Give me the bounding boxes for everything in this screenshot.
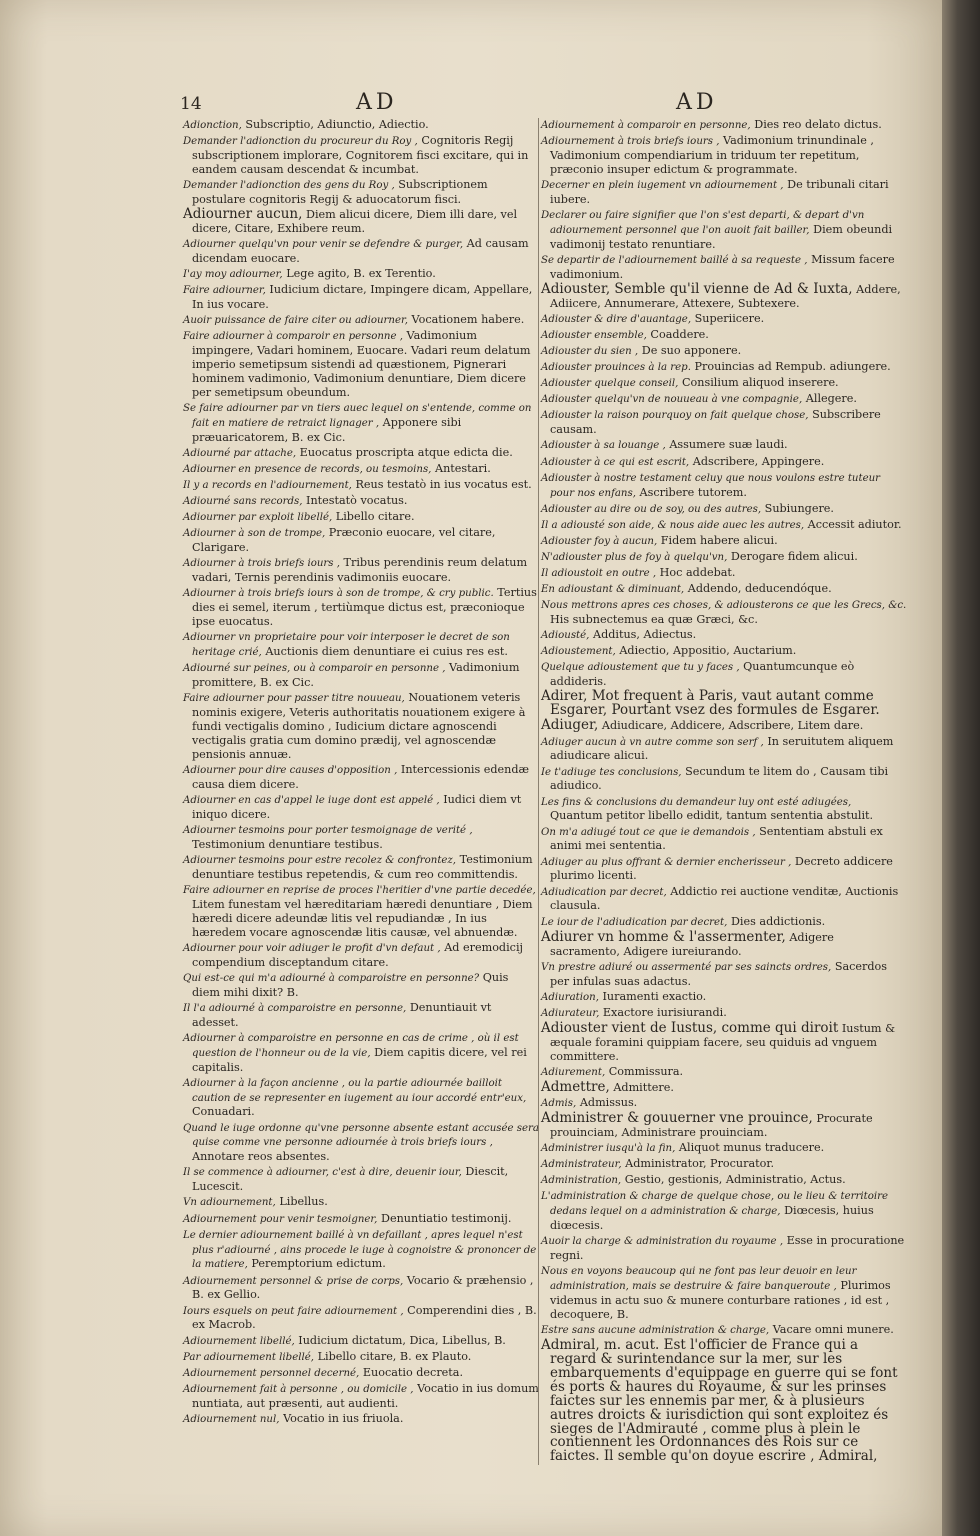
latin-translation: Iudicium dictare, Impingere dicam, Appellare, In ius vocare. bbox=[192, 283, 533, 311]
latin-translation: Derogare fidem alicui. bbox=[730, 549, 858, 563]
dictionary-entry bbox=[183, 823, 539, 852]
running-header-right: AD bbox=[676, 90, 718, 115]
latin-translation: De tribunali citari iubere. bbox=[550, 178, 889, 206]
dictionary-entry bbox=[541, 280, 907, 311]
latin-translation: Litem funestam vel hæreditariam hæredi denuntiare , Diem hæredi dicere adeundæ litis vel repudiandæ , In ius hæredem vocare agnoscendæ litis causæ, vel abnuendæ. bbox=[192, 897, 533, 939]
latin-translation: Diem obeundi vadimonij testato renuntiare. bbox=[550, 222, 893, 251]
latin-translation: Libello citare, B. ex Plauto. bbox=[317, 1349, 472, 1363]
french-term: Ie t'adiuge tes conclusions, bbox=[541, 766, 682, 778]
french-term: Administrateur, bbox=[541, 1159, 622, 1171]
french-term: Adiourner quelqu'vn pour venir se defendre & purger, bbox=[183, 239, 464, 250]
dictionary-entry bbox=[183, 208, 539, 236]
latin-translation: Quis diem mihi dixit? B. bbox=[192, 970, 509, 999]
dictionary-entry bbox=[541, 1173, 907, 1188]
french-term: Adiurement, bbox=[541, 1066, 606, 1078]
dictionary-entry bbox=[183, 630, 539, 660]
latin-translation: Iustum & æquale foramini quippiam facere, seu quiduis ad vnguem committere. bbox=[550, 1021, 896, 1063]
dictionary-entry bbox=[183, 1031, 539, 1075]
french-term: Adiuger au plus offrant & dernier encherisseur , bbox=[541, 856, 792, 868]
dictionary-entry bbox=[541, 392, 907, 407]
latin-translation: Præconio euocare, vel citare, Clarigare. bbox=[192, 526, 496, 555]
dictionary-entry bbox=[541, 915, 907, 930]
latin-translation: De suo apponere. bbox=[641, 344, 742, 358]
dictionary-entry bbox=[541, 134, 907, 177]
latin-translation: Denuntiauit vt adesset. bbox=[192, 1000, 492, 1029]
french-term: Faire adiourner, bbox=[183, 285, 266, 297]
dictionary-entry bbox=[541, 1065, 907, 1080]
dictionary-entry bbox=[183, 1382, 539, 1411]
dictionary-entry bbox=[183, 1195, 539, 1210]
latin-translation: Subiungere. bbox=[764, 501, 834, 515]
french-term: Demander l'adionction du procureur du Roy , bbox=[183, 136, 418, 148]
latin-translation: Ad causam dicendam euocare. bbox=[192, 237, 529, 265]
latin-translation: Intestatò vocatus. bbox=[306, 494, 408, 508]
latin-translation: Ascribere tutorem. bbox=[639, 485, 747, 499]
dictionary-entry bbox=[183, 1121, 539, 1165]
latin-translation: Addictio rei auctione venditæ, Auctionis clausula. bbox=[550, 884, 899, 913]
dictionary-entry bbox=[183, 401, 539, 445]
dictionary-entry bbox=[541, 253, 907, 282]
dictionary-entry bbox=[183, 691, 539, 762]
latin-translation: Quantumcunque eò addideris. bbox=[550, 660, 855, 689]
french-term: Admis, bbox=[541, 1097, 577, 1109]
french-term: Adiudication par decret, bbox=[541, 886, 667, 898]
latin-translation: Hoc addebat. bbox=[659, 566, 736, 580]
french-term: N'adiouster plus de foy à quelqu'vn, bbox=[541, 551, 728, 563]
dictionary-entry bbox=[541, 471, 907, 501]
left-column bbox=[183, 118, 539, 1428]
dictionary-entry bbox=[541, 566, 907, 581]
dictionary-entry bbox=[541, 990, 907, 1005]
french-term: Adiourner à trois briefs iours , bbox=[183, 558, 340, 570]
dictionary-entry bbox=[183, 329, 539, 400]
french-term: Adiourner par exploit libellé, bbox=[183, 512, 333, 524]
dictionary-entry bbox=[183, 586, 539, 629]
french-term: Adiouster du sien , bbox=[541, 346, 639, 358]
dictionary-entry bbox=[541, 1109, 907, 1140]
dictionary-entry bbox=[183, 510, 539, 525]
dictionary-entry bbox=[183, 661, 539, 690]
dictionary-entry bbox=[541, 312, 907, 327]
latin-translation: Comperendini dies , B. ex Macrob. bbox=[192, 1303, 537, 1332]
french-term: Adiourner à comparoistre en personne en cas de crime , où il est question de l'honneur ou de la vie, bbox=[183, 1032, 519, 1059]
french-term: Adiourner en cas d'appel le iuge dont est appelé , bbox=[183, 794, 440, 806]
dictionary-entry bbox=[183, 526, 539, 555]
dictionary-entry bbox=[183, 1212, 539, 1227]
french-term: Adiouster quelqu'vn de nouueau à vne compagnie, bbox=[541, 394, 803, 406]
latin-translation: Coaddere. bbox=[650, 328, 709, 341]
latin-translation: Adscribere, Appingere. bbox=[692, 454, 825, 468]
french-term: Se faire adiourner par vn tiers auec lequel on s'entende, comme on fait en matiere de retraict lignager , bbox=[183, 402, 532, 429]
page-number: 14 bbox=[180, 94, 202, 114]
french-term: On m'a adiugé tout ce que ie demandois , bbox=[541, 826, 756, 838]
dictionary-entry bbox=[183, 267, 539, 282]
latin-translation: Allegere. bbox=[805, 392, 857, 406]
french-term: Decerner en plein iugement vn adiournement , bbox=[541, 180, 784, 191]
dictionary-entry bbox=[183, 883, 539, 940]
french-term: Adiourner en presence de records, ou tesmoins, bbox=[183, 463, 432, 475]
latin-translation: Iudici diem vt iniquo dicere. bbox=[192, 792, 522, 821]
latin-translation: Iuramenti exactio. bbox=[602, 989, 707, 1003]
dictionary-entry bbox=[541, 1157, 907, 1172]
latin-translation: Auctionis diem denuntiare ei cuius res est. bbox=[265, 645, 508, 659]
latin-translation: Esse in procuratione regni. bbox=[550, 1234, 905, 1263]
latin-translation: Prouincias ad Rempub. adiungere. bbox=[694, 360, 891, 374]
latin-translation: Accessit adiutor. bbox=[807, 517, 902, 531]
latin-translation: Apponere sibi præuaricatorem, B. ex Cic. bbox=[192, 415, 462, 444]
latin-translation: Vacare omni munere. bbox=[772, 1322, 894, 1336]
latin-translation: Addendo, deducendóque. bbox=[687, 582, 832, 596]
dictionary-entry bbox=[183, 178, 539, 207]
dictionary-entry bbox=[541, 1264, 907, 1322]
latin-translation: Adigere sacramento, Adigere iureiurando. bbox=[550, 930, 834, 958]
latin-translation: Quantum petitor libello edidit, tantum sententia abstulit. bbox=[550, 809, 874, 823]
latin-translation: Libello citare. bbox=[335, 510, 415, 524]
french-term: Adiourner vn proprietaire pour voir interposer le decret de son heritage crié, bbox=[183, 632, 510, 659]
dictionary-entry bbox=[541, 1141, 907, 1156]
latin-translation: Vadimonium promittere, B. ex Cic. bbox=[192, 661, 520, 690]
latin-translation: Denuntiatio testimonij. bbox=[380, 1211, 512, 1225]
french-term: Nous en voyons beaucoup qui ne font pas leur deuoir en leur administration, mais se destruire & faire banqueroute , bbox=[541, 1266, 857, 1293]
latin-translation: Subscriptio, Adiunctio, Adiectio. bbox=[245, 118, 429, 131]
dictionary-entry bbox=[183, 446, 539, 461]
french-term: Auoir la charge & administration du royaume , bbox=[541, 1236, 784, 1248]
dictionary-entry bbox=[541, 344, 907, 359]
french-term: Iours esquels on peut faire adiournement , bbox=[183, 1305, 404, 1317]
dictionary-entry bbox=[183, 1165, 539, 1194]
latin-translation: Intercessionis edendæ causa diem dicere. bbox=[192, 762, 530, 791]
latin-translation: Sententiam abstuli ex animi mei sententia. bbox=[550, 824, 883, 853]
latin-translation: Admittere. bbox=[613, 1080, 674, 1094]
latin-translation: Adiudicare, Addicere, Adscribere, Litem dare. bbox=[601, 719, 864, 733]
latin-translation: Vadimonium trinundinale , Vadimonium compendiarium in triduum ter repetitum, præconio insuper edictum & programmate. bbox=[550, 134, 874, 176]
french-term: Adiouster quelque conseil, bbox=[541, 378, 679, 390]
dictionary-entry bbox=[541, 208, 907, 252]
french-term: Adiourner pour voir adiuger le profit d'vn defaut , bbox=[183, 942, 441, 954]
french-term: Adiourner à trois briefs iours à son de trompe, & cry public. bbox=[183, 588, 494, 600]
page-edge bbox=[942, 0, 980, 1536]
latin-translation: Cognitoris Regij subscriptionem implorare, Cognitorem fisci excitare, qui in eandem causam descendat & incumbat. bbox=[192, 134, 529, 176]
french-term: Les fins & conclusions du demandeur luy ont esté adiugées, bbox=[541, 796, 852, 808]
dictionary-entry bbox=[541, 735, 907, 764]
dictionary-entry bbox=[541, 118, 907, 133]
dictionary-entry bbox=[541, 1006, 907, 1021]
french-term: Adirer, Mot frequent à Paris, vaut autant comme Esgarer, Pourtant vsez des formules de Esgarer. bbox=[541, 688, 880, 719]
dictionary-entry bbox=[541, 628, 907, 643]
french-term: Adiourner tesmoins pour porter tesmoignage de verité , bbox=[183, 824, 473, 836]
latin-translation: Reus testatò in ius vocatus est. bbox=[355, 478, 532, 491]
latin-translation: Euocatio decreta. bbox=[362, 1365, 464, 1379]
dictionary-entry bbox=[541, 455, 907, 470]
french-term: Demander l'adionction des gens du Roy , bbox=[183, 180, 395, 191]
dictionary-entry bbox=[183, 971, 539, 1000]
french-term: Faire adiourner à comparoir en personne , bbox=[183, 331, 403, 343]
dictionary-entry bbox=[183, 494, 539, 509]
french-term: Faire adiourner en reprise de proces l'heritier d'vne partie decedée, bbox=[183, 884, 536, 896]
french-term: Le dernier adiournement baillé à vn defaillant , apres lequel n'est plus r'adiourné , ains procede le iuge à cognoistre & prononcer de la matiere, bbox=[183, 1229, 537, 1271]
french-term: Il adioustoit en outre , bbox=[541, 568, 657, 580]
french-term: Adiurer vn homme & l'assermenter, bbox=[541, 928, 786, 945]
dictionary-entry bbox=[541, 598, 907, 627]
dictionary-entry bbox=[183, 1350, 539, 1365]
latin-translation: Additus, Adiectus. bbox=[592, 628, 697, 642]
french-term: Adiuger aucun à vn autre comme son serf , bbox=[541, 736, 764, 748]
latin-translation: Adiectio, Appositio, Auctarium. bbox=[619, 644, 797, 658]
french-term: Le iour de l'adiudication par decret, bbox=[541, 916, 728, 928]
dictionary-entry bbox=[541, 885, 907, 914]
french-term: Admettre, bbox=[541, 1078, 610, 1095]
french-term: En adioustant & diminuant, bbox=[541, 584, 685, 596]
dictionary-entry bbox=[541, 328, 907, 343]
french-term: Adiourner aucun, bbox=[183, 206, 303, 222]
french-term: Adiouster au dire ou de soy, ou des autres, bbox=[541, 503, 762, 515]
dictionary-entry bbox=[541, 408, 907, 437]
latin-translation: Procurate prouinciam, Administrare prouinciam. bbox=[550, 1111, 873, 1139]
french-term: L'administration & charge de quelque chose, ou le lieu & territoire dedans lequel on a administration & charge, bbox=[541, 1191, 889, 1218]
french-term: Adiourner à son de trompe, bbox=[183, 528, 326, 540]
dictionary-entry bbox=[183, 118, 539, 133]
french-term: Adiourner pour dire causes d'opposition , bbox=[183, 764, 398, 776]
latin-translation: His subnectemus ea quæ Græci, &c. bbox=[550, 613, 758, 627]
dictionary-entry bbox=[183, 462, 539, 477]
french-term: Adiouster vient de Iustus, comme qui diroit bbox=[541, 1019, 839, 1036]
dictionary-entry bbox=[541, 1078, 907, 1095]
dictionary-entry bbox=[183, 1412, 539, 1427]
latin-translation: Gestio, gestionis, Administratio, Actus. bbox=[624, 1173, 846, 1187]
latin-translation: Dies reo delato dictus. bbox=[754, 118, 882, 131]
french-term: Adiournement pour venir tesmoigner, bbox=[183, 1213, 378, 1225]
latin-translation: Diem capitis dicere, vel rei capitalis. bbox=[192, 1045, 527, 1074]
latin-translation: Diem alicui dicere, Diem illi dare, vel dicere, Citare, Exhibere reum. bbox=[192, 208, 518, 235]
french-term: Adiournement à comparoir en personne, bbox=[541, 120, 751, 131]
french-term: Adiourné sur peines, ou à comparoir en personne , bbox=[183, 663, 446, 675]
french-term: Adiouster & dire d'auantage, bbox=[541, 313, 692, 325]
dictionary-entry bbox=[183, 134, 539, 177]
french-term: Vn prestre adiuré ou assermenté par ses saincts ordres, bbox=[541, 961, 832, 973]
french-term: Adioustement, bbox=[541, 646, 616, 658]
french-term: Adiouster à nostre testament celuy que nous voulons estre tuteur pour nos enfans, bbox=[541, 472, 881, 499]
latin-translation: Tertius dies ei semel, iterum , tertiùmque dictus est, præconioque ipse euocatus. bbox=[192, 586, 537, 629]
dictionary-entry bbox=[183, 1001, 539, 1030]
french-term: Administrer & gouuerner vne prouince, bbox=[541, 1109, 813, 1126]
latin-translation: Commissura. bbox=[608, 1064, 684, 1078]
dictionary-entry bbox=[183, 793, 539, 822]
latin-translation: Dies addictionis. bbox=[730, 914, 826, 928]
french-term: Adiurateur, bbox=[541, 1007, 600, 1019]
french-term: Vn adiournement, bbox=[183, 1197, 276, 1209]
french-term: Adiourné par attache, bbox=[183, 447, 297, 459]
french-term: Adiourner à la façon ancienne , ou la partie adiournée bailloit caution de se representer en iugement au iour accordé entr'eux, bbox=[183, 1077, 527, 1104]
latin-translation: Euocatus proscripta atque edicta die. bbox=[299, 445, 513, 459]
latin-translation: Vadimonium impingere, Vadari hominem, Euocare. Vadari reum delatum imperio semetipsum sistendi ad quæstionem, Pignerari hominem vadimonio, Vadimonium denuntiare, Diem dicere per semetipsum obeundum. bbox=[192, 329, 531, 399]
latin-translation: Vocatio in ius friuola. bbox=[283, 1411, 404, 1425]
french-term: Adiouster ensemble, bbox=[541, 330, 647, 341]
french-term: Administration, bbox=[541, 1175, 622, 1187]
dictionary-entry bbox=[541, 719, 907, 733]
dictionary-entry bbox=[183, 1304, 539, 1333]
french-term: Adiournement personnel decerné, bbox=[183, 1367, 360, 1379]
dictionary-entry bbox=[541, 855, 907, 884]
french-term: Admiral, m. acut. Est l'officier de France qui a regard & surintendance sur la mer, sur les embarquements d'equippage en guerre qui se font és ports & haures du Royaume, & sur les prinses faictes sur les ennemis par mer, & à plusieurs autres droicts & iurisdiction qui sont exploitez és sieges de l'Admirauté , comme plus à plein le contiennent les Ordonnances des Rois sur ce faictes. Il semble qu'on doyue escrire , Admiral, bbox=[541, 1337, 898, 1465]
latin-translation: Vocario & præhensio , B. ex Gellio. bbox=[192, 1273, 534, 1302]
french-term: Administrer iusqu'à la fin, bbox=[541, 1142, 676, 1154]
latin-translation: Vocationem habere. bbox=[411, 313, 525, 327]
dictionary-entry bbox=[541, 550, 907, 565]
french-term: Adiournement fait à personne , ou domicile , bbox=[183, 1383, 414, 1395]
right-column bbox=[538, 118, 907, 1465]
dictionary-entry bbox=[183, 237, 539, 266]
dictionary-entry bbox=[541, 178, 907, 207]
latin-translation: Tribus perendinis reum delatum vadari, Ternis perendinis vadimoniis euocare. bbox=[192, 556, 528, 585]
latin-translation: Peremptorium edictum. bbox=[251, 1257, 386, 1271]
dictionary-entry bbox=[541, 644, 907, 659]
french-term: Il y a records en l'adiournement, bbox=[183, 480, 352, 491]
dictionary-entry bbox=[183, 763, 539, 792]
dictionary-entry bbox=[541, 660, 907, 689]
french-term: Nous mettrons apres ces choses, & adiousterons ce que les Grecs, &c. bbox=[541, 600, 907, 612]
dictionary-entry bbox=[541, 376, 907, 391]
french-term: Declarer ou faire signifier que l'on s'est departi, & depart d'vn adiournement personnel que l'on auoit fait bailler, bbox=[541, 210, 865, 236]
dictionary-entry bbox=[541, 1234, 907, 1263]
dictionary-entry bbox=[183, 1228, 539, 1273]
french-term: Se departir de l'adiournement baillé à sa requeste , bbox=[541, 254, 808, 266]
latin-translation: Diœcesis, huius diœcesis. bbox=[550, 1204, 874, 1233]
french-term: Adiourner tesmoins pour estre recolez & confrontez, bbox=[183, 854, 457, 866]
french-term: Adiouster foy à aucun, bbox=[541, 535, 658, 547]
latin-translation: Sacerdos per infulas suas adactus. bbox=[550, 959, 888, 988]
dictionary-entry bbox=[183, 941, 539, 970]
latin-translation: Lege agito, B. ex Terentio. bbox=[286, 267, 436, 280]
latin-translation: Consilium aliquod inserere. bbox=[681, 376, 839, 390]
dictionary-entry bbox=[183, 313, 539, 328]
latin-translation: In seruitutem aliquem adiudicare alicui. bbox=[550, 734, 894, 763]
latin-translation: Superiicere. bbox=[694, 311, 765, 325]
dictionary-entry bbox=[541, 960, 907, 989]
dictionary-entry bbox=[541, 825, 907, 854]
french-term: Adiourné sans records, bbox=[183, 496, 303, 508]
dictionary-entry bbox=[541, 1096, 907, 1111]
french-term: Adiouster la raison pourquoy on fait quelque chose, bbox=[541, 410, 809, 422]
dictionary-entry bbox=[541, 502, 907, 517]
dictionary-entry bbox=[541, 438, 907, 453]
latin-translation: Addere, Adiicere, Annumerare, Attexere, Subtexere. bbox=[550, 282, 901, 310]
latin-translation: Vocatio in ius domum nuntiata, aut præsenti, aut audienti. bbox=[192, 1381, 539, 1410]
french-term: Il a adiousté son aide, & nous aide auec les autres, bbox=[541, 519, 805, 531]
latin-translation: Aliquot munus traducere. bbox=[678, 1140, 825, 1154]
latin-translation: Ad eremodicij compendium disceptandum citare. bbox=[192, 940, 523, 969]
french-term: Adiuration, bbox=[541, 991, 599, 1003]
dictionary-entry bbox=[541, 1189, 907, 1233]
latin-translation: Testimonium denuntiare testibus repetendis, & cum reo committendis. bbox=[192, 852, 533, 881]
dictionary-entry bbox=[541, 1323, 907, 1338]
dictionary-entry bbox=[183, 556, 539, 585]
french-term: Adiouster à sa louange , bbox=[541, 440, 666, 452]
latin-translation: Subscribere causam. bbox=[550, 408, 881, 437]
dictionary-entry bbox=[541, 534, 907, 549]
latin-translation: Antestari. bbox=[435, 461, 491, 475]
dictionary-entry bbox=[541, 360, 907, 375]
latin-translation: Exactore iurisiurandi. bbox=[602, 1005, 727, 1019]
latin-translation: Fidem habere alicui. bbox=[660, 533, 778, 547]
french-term: Adiousté, bbox=[541, 630, 590, 642]
latin-translation: Libellus. bbox=[279, 1195, 328, 1209]
french-term: Adiournement nul, bbox=[183, 1413, 280, 1425]
french-term: Quand le iuge ordonne qu'vne personne absente estant accusée sera quise comme vne personne adiournée à trois briefs iours , bbox=[183, 1122, 539, 1149]
dictionary-entry bbox=[541, 795, 907, 824]
french-term: Qui est-ce qui m'a adiourné à comparoistre en personne? bbox=[183, 972, 480, 984]
french-term: Adionction, bbox=[183, 120, 242, 131]
french-term: Par adiournement libellé, bbox=[183, 1351, 315, 1363]
french-term: Adiournement libellé, bbox=[183, 1335, 295, 1347]
latin-translation: Iudicium dictatum, Dica, Libellus, B. bbox=[298, 1333, 506, 1347]
latin-translation: Subscriptionem postulare cognitoris Regij & aduocatorum fisci. bbox=[192, 178, 488, 206]
french-term: Adiouster à ce qui est escrit, bbox=[541, 456, 690, 468]
dictionary-entry bbox=[541, 1019, 907, 1064]
latin-translation: Secundum te litem do , Causam tibi adiudico. bbox=[550, 764, 889, 793]
dictionary-entry bbox=[541, 690, 907, 718]
french-term: Estre sans aucune administration & charge, bbox=[541, 1324, 770, 1336]
french-term: Faire adiourner pour passer titre nouueau, bbox=[183, 693, 405, 705]
latin-translation: Diescit, Lucescit. bbox=[192, 1165, 509, 1194]
dictionary-entry bbox=[541, 1339, 907, 1464]
running-header-left: AD bbox=[356, 90, 398, 115]
latin-translation: Administrator, Procurator. bbox=[625, 1157, 775, 1171]
dictionary-entry bbox=[183, 853, 539, 882]
french-term: Adiournement à trois briefs iours , bbox=[541, 136, 720, 148]
latin-translation: Admissus. bbox=[579, 1095, 638, 1109]
latin-translation: Nouationem veteris nominis exigere, Veteris authoritatis nouationem exigere à fundi vectigalis domino , Iudicium dictare agnoscendi vectigalis gratia cum domino prædij, vel agnoscendæ pensionis annuæ. bbox=[192, 691, 526, 761]
latin-translation: Annotare reos absentes. bbox=[192, 1150, 330, 1164]
latin-translation: Decreto addicere plurimo licenti. bbox=[550, 854, 893, 883]
dictionary-entry bbox=[183, 1274, 539, 1303]
dictionary-entry bbox=[541, 518, 907, 533]
french-term: Adiournement personnel & prise de corps, bbox=[183, 1275, 404, 1287]
latin-translation: Conuadari. bbox=[192, 1105, 255, 1119]
dictionary-entry bbox=[183, 478, 539, 493]
french-term: Auoir puissance de faire citer ou adiourner, bbox=[183, 315, 408, 327]
dictionary-entry bbox=[541, 582, 907, 597]
french-term: I'ay moy adiourner, bbox=[183, 269, 283, 280]
french-term: Il l'a adiourné à comparoistre en personne, bbox=[183, 1002, 407, 1014]
dictionary-entry bbox=[541, 765, 907, 794]
latin-translation: Assumere suæ laudi. bbox=[669, 438, 788, 452]
french-term: Il se commence à adiourner, c'est à dire, deuenir iour, bbox=[183, 1167, 462, 1179]
latin-translation: Testimonium denuntiare testibus. bbox=[192, 837, 383, 851]
french-term: Adiuger, bbox=[541, 717, 599, 734]
french-term: Adiouster, Semble qu'il vienne de Ad & Iuxta, bbox=[541, 280, 853, 297]
latin-translation: Missum facere vadimonium. bbox=[550, 252, 895, 281]
french-term: Adiouster prouinces à la rep. bbox=[541, 362, 691, 374]
dictionary-entry bbox=[183, 1366, 539, 1381]
dictionary-entry bbox=[183, 283, 539, 312]
dictionary-entry bbox=[541, 928, 907, 959]
latin-translation: Plurimos videmus in actu suo & munere conturbare rationes , id est , decoquere, B. bbox=[550, 1279, 891, 1321]
dictionary-entry bbox=[183, 1076, 539, 1120]
dictionary-entry bbox=[183, 1334, 539, 1349]
french-term: Quelque adioustement que tu y faces , bbox=[541, 662, 740, 674]
